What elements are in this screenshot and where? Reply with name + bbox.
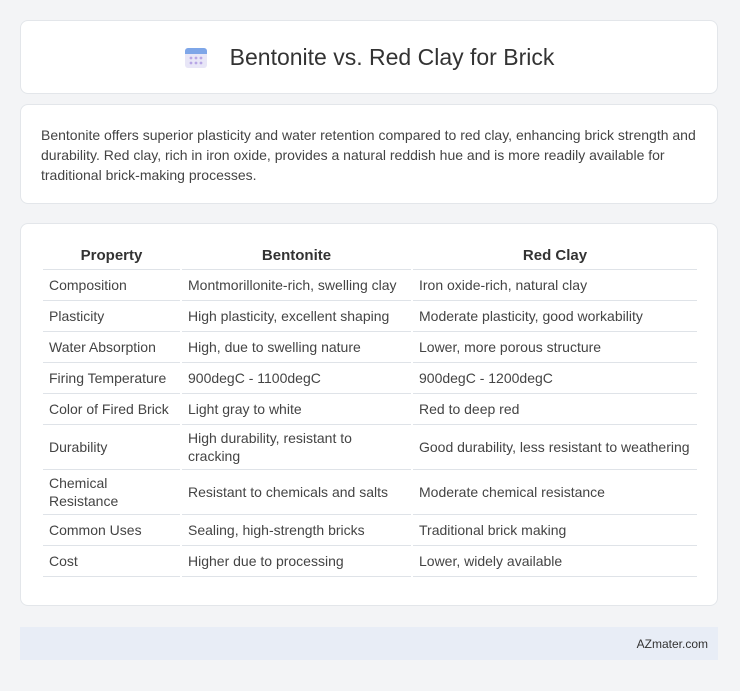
red-clay-cell: Red to deep red	[413, 394, 697, 425]
bentonite-cell: Resistant to chemicals and salts	[182, 470, 411, 515]
property-cell: Plasticity	[43, 301, 180, 332]
bentonite-cell: High durability, resistant to cracking	[182, 425, 411, 470]
property-cell: Water Absorption	[43, 332, 180, 363]
page-title: Bentonite vs. Red Clay for Brick	[229, 43, 555, 70]
table-row	[43, 515, 697, 546]
bentonite-cell: Sealing, high-strength bricks	[182, 515, 411, 546]
title-card	[20, 20, 718, 94]
property-cell: Chemical Resistance	[43, 470, 180, 515]
calendar-icon	[184, 45, 208, 69]
red-clay-cell: Good durability, less resistant to weathering	[413, 425, 697, 470]
red-clay-cell: 900degC - 1200degC	[413, 363, 697, 394]
table-row	[43, 363, 697, 394]
table-row	[43, 470, 697, 515]
bentonite-cell: Montmorillonite-rich, swelling clay	[182, 270, 411, 301]
bentonite-cell: 900degC - 1100degC	[182, 363, 411, 394]
table-row	[43, 546, 697, 577]
intro-card	[20, 104, 718, 204]
red-clay-cell: Moderate plasticity, good workability	[413, 301, 697, 332]
bentonite-cell: High, due to swelling nature	[182, 332, 411, 363]
table-row	[43, 270, 697, 301]
red-clay-cell: Iron oxide-rich, natural clay	[413, 270, 697, 301]
property-cell: Common Uses	[43, 515, 180, 546]
red-clay-cell: Traditional brick making	[413, 515, 697, 546]
intro-text: Bentonite offers superior plasticity and water retention compared to red clay, enhancing brick strength and durability. Red clay, rich in iron oxide, provides a natural reddish hue and is more readily available for traditional brick-making processes.	[41, 127, 696, 183]
comparison-table	[41, 240, 699, 577]
bentonite-cell: High plasticity, excellent shaping	[182, 301, 411, 332]
table-card	[20, 223, 718, 606]
table-row	[43, 394, 697, 425]
red-clay-cell: Lower, more porous structure	[413, 332, 697, 363]
property-cell: Cost	[43, 546, 180, 577]
bentonite-cell: Higher due to processing	[182, 546, 411, 577]
property-cell: Durability	[43, 425, 180, 470]
red-clay-cell: Moderate chemical resistance	[413, 470, 697, 515]
footer	[20, 627, 718, 660]
footer-source: AZmater.com	[636, 636, 708, 651]
column-header: Bentonite	[182, 240, 411, 270]
table-row	[43, 425, 697, 470]
column-header: Property	[43, 240, 180, 270]
red-clay-cell: Lower, widely available	[413, 546, 697, 577]
table-row	[43, 301, 697, 332]
property-cell: Firing Temperature	[43, 363, 180, 394]
table-row	[43, 332, 697, 363]
bentonite-cell: Light gray to white	[182, 394, 411, 425]
property-cell: Color of Fired Brick	[43, 394, 180, 425]
property-cell: Composition	[43, 270, 180, 301]
table-header-row	[43, 240, 697, 270]
column-header: Red Clay	[413, 240, 697, 270]
